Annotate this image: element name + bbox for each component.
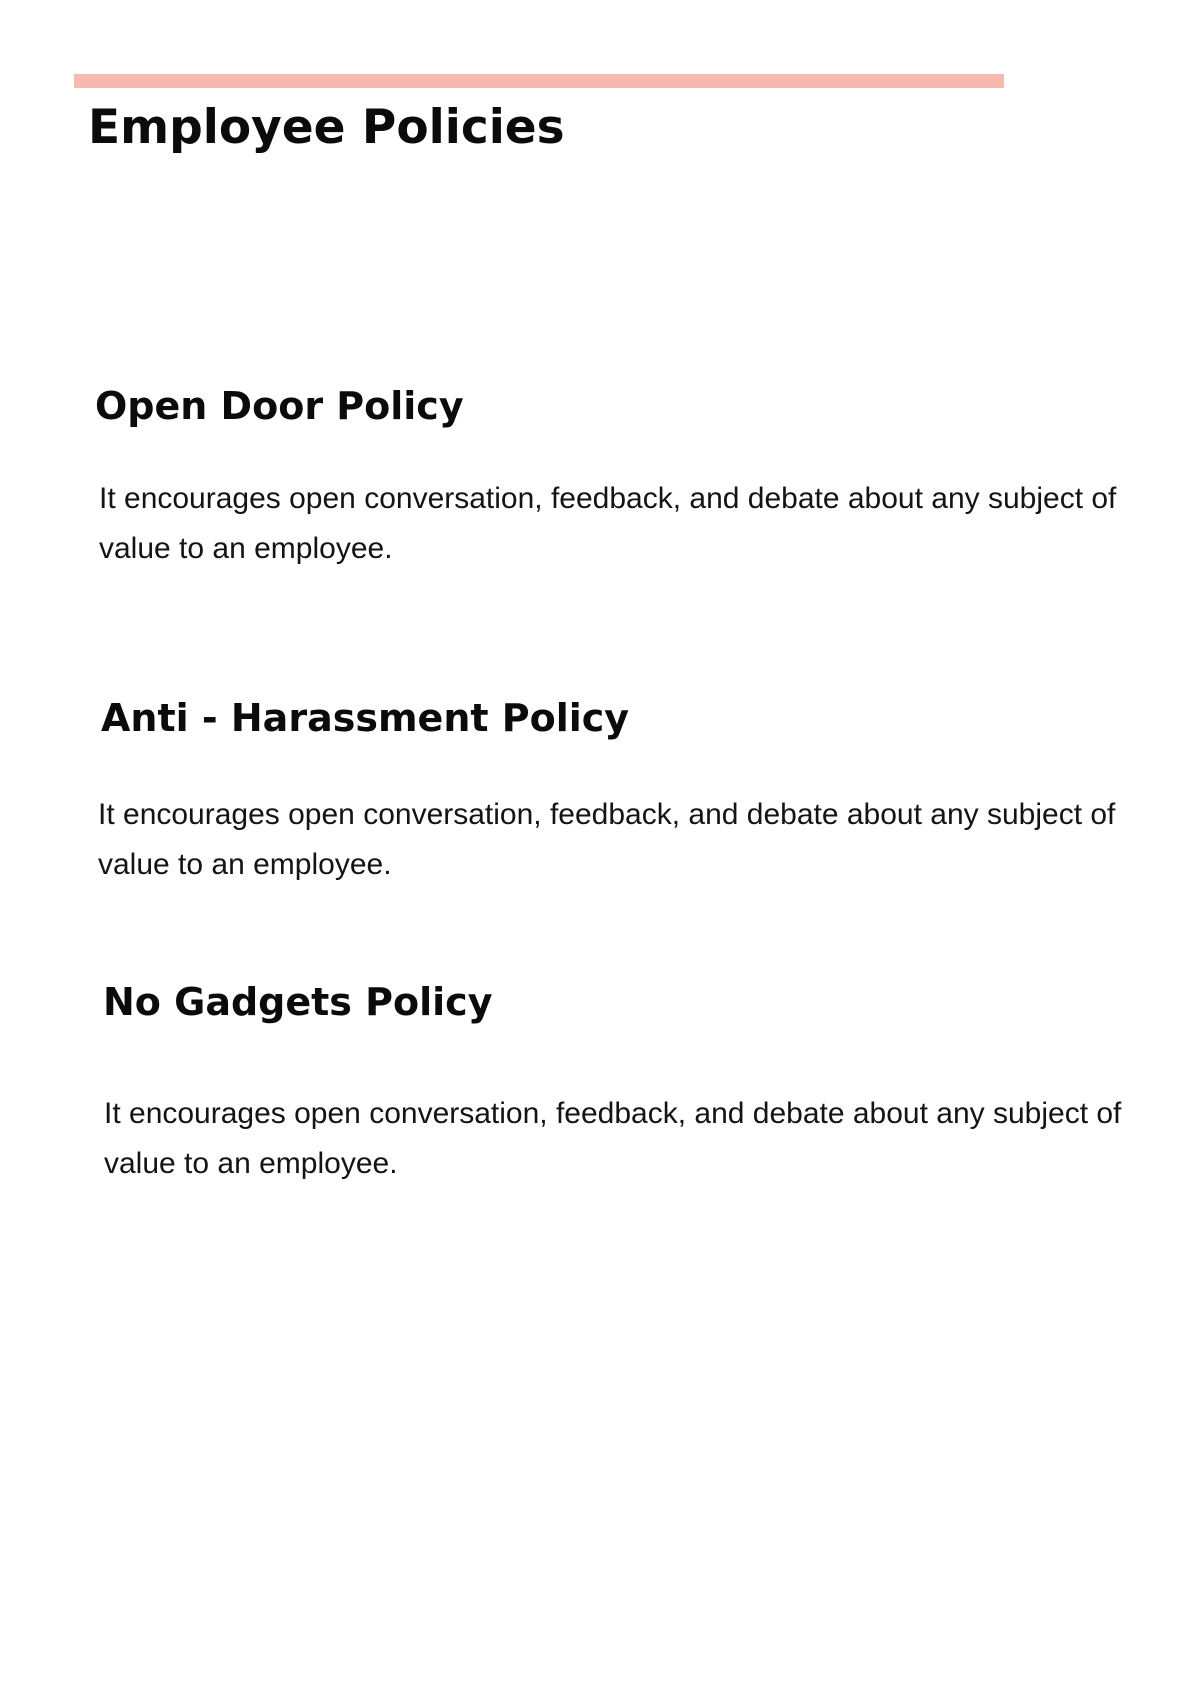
section-heading: No Gadgets Policy <box>103 980 493 1024</box>
section-heading: Open Door Policy <box>95 384 464 428</box>
policy-section-anti-harassment <box>98 696 1161 881</box>
policy-section-open-door <box>95 384 1155 565</box>
section-body: It encourages open conversation, feedback, and debate about any subject of value to an employee. <box>98 798 1116 881</box>
section-heading: Anti - Harassment Policy <box>101 696 630 740</box>
section-body: It encourages open conversation, feedback, and debate about any subject of value to an employee. <box>99 482 1117 565</box>
policy-section-no-gadgets <box>103 980 1163 1180</box>
section-body: It encourages open conversation, feedback, and debate about any subject of value to an employee. <box>104 1097 1122 1180</box>
header-accent-bar <box>74 74 1004 88</box>
page-title: Employee Policies <box>88 100 565 155</box>
